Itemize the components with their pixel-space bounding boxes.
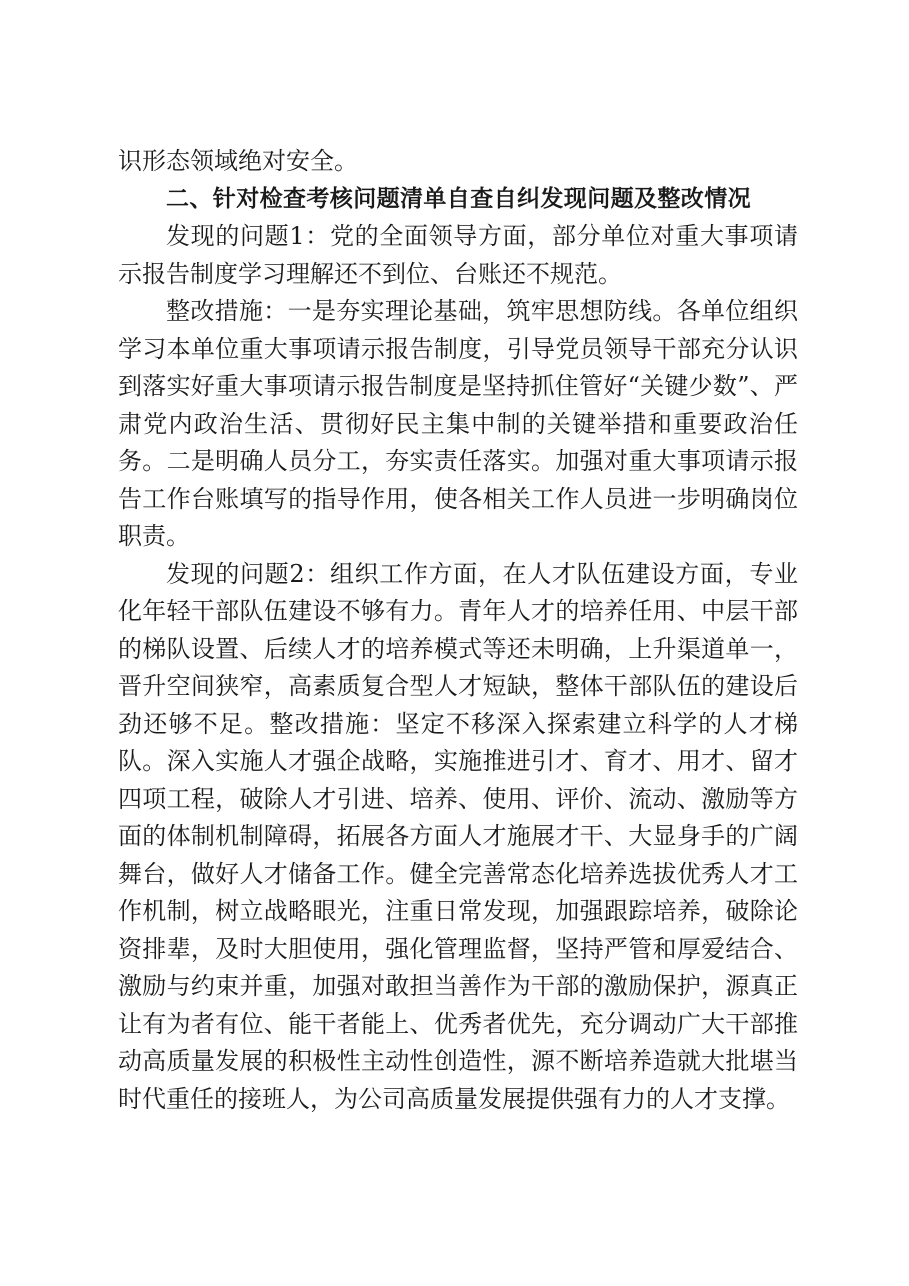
paragraph-problem-1: 发现的问题1：党的全面领导方面，部分单位对重大事项请示报告制度学习理解还不到位、台账还不规范。	[118, 222, 798, 288]
document-body	[118, 143, 798, 1118]
paragraph-continuation: 识形态领域绝对安全。	[118, 147, 358, 175]
section-heading: 二、针对检查考核问题清单自查自纠发现问题及整改情况	[166, 185, 751, 212]
paragraph-problem-2: 发现的问题2：组织工作方面，在人才队伍建设方面，专业化年轻干部队伍建设不够有力。青年人才的培养任用、中层干部的梯队设置、后续人才的培养模式等还未明确，上升渠道单一，晋升空间狭窄，高素质复合型人才短缺，整体干部队伍的建设后劲还够不足。整改措施：坚定不移深入探索建立科学的人才梯队。深入实施人才强企战略，实施推进引才、育才、用才、留才四项工程，破除人才引进、培养、使用、评价、流动、激励等方面的体制机制障碍，拓展各方面人才施展才干、大显身手的广阔舞台，做好人才储备工作。健全完善常态化培养选拔优秀人才工作机制，树立战略眼光，注重日常发现，加强跟踪培养，破除论资排辈，及时大胆使用，强化管理监督，坚持严管和厚爱结合、激励与约束并重，加强对敢担当善作为干部的激励保护，源真正让有为者有位、能干者能上、优秀者优先，充分调动广大干部推动高质量发展的积极性主动性创造性，源不断培养造就大批堪当时代重任的接班人，为公司高质量发展提供强有力的人才支撑。	[118, 559, 798, 1113]
paragraph-measures-1: 整改措施：一是夯实理论基础，筑牢思想防线。各单位组织学习本单位重大事项请示报告制度，引导党员领导干部充分认识到落实好重大事项请示报告制度是坚持抓住管好“关键少数”、严肃党内政治生活、贯彻好民主集中制的关键举措和重要政治任务。二是明确人员分工，夯实责任落实。加强对重大事项请示报告工作台账填写的指导作用，使各相关工作人员进一步明确岗位职责。	[118, 297, 798, 550]
